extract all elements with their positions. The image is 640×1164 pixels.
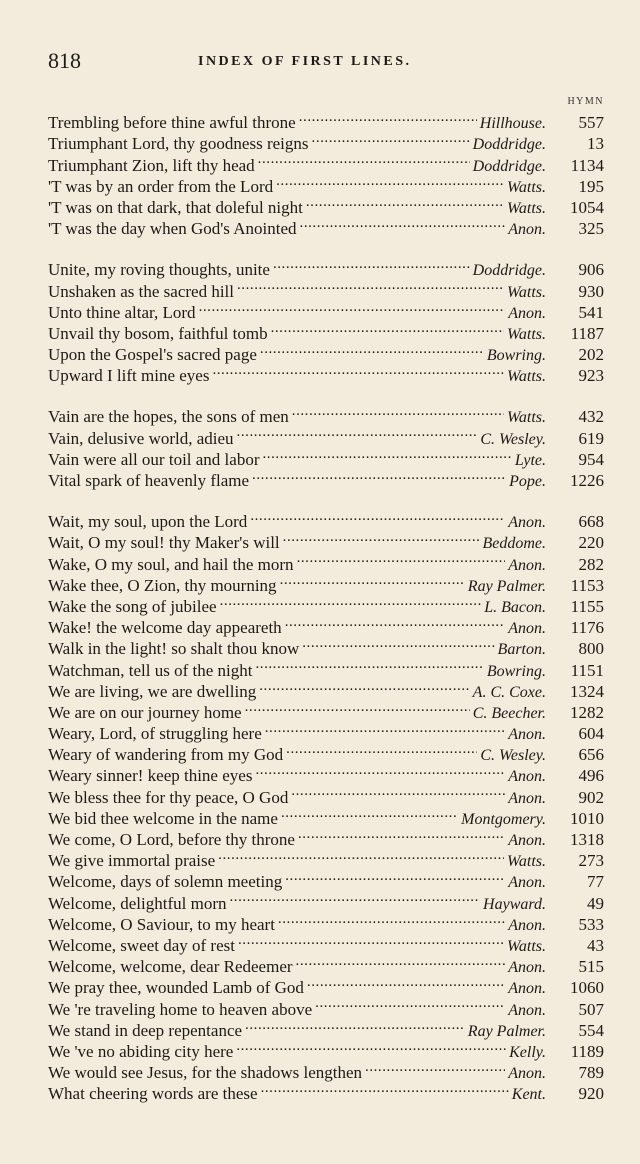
- author-name: Watts.: [507, 325, 546, 343]
- hymn-number: 1324: [570, 681, 604, 701]
- first-line-text: Trembling before thine awful throne: [48, 113, 296, 133]
- hymn-number: 1318: [570, 830, 604, 849]
- first-line-text: Welcome, welcome, dear Redeemer: [48, 957, 293, 977]
- dot-leader: [250, 506, 505, 527]
- first-line-text: Welcome, sweet day of rest: [48, 935, 235, 955]
- author-name: Bowring.: [486, 662, 546, 680]
- hymn-number: 1010: [570, 808, 604, 828]
- first-line-text: Weary, Lord, of struggling here: [48, 724, 262, 744]
- first-line-text: Wake! the welcome day appeareth: [48, 618, 282, 638]
- dot-leader: [297, 548, 506, 569]
- hymn-number: 554: [578, 1020, 604, 1040]
- first-line-text: Vain, delusive world, adieu: [48, 428, 234, 448]
- author-name: Anon.: [508, 916, 546, 934]
- dot-leader: [299, 107, 477, 128]
- index-entry: [48, 506, 604, 532]
- dot-leader: [307, 972, 505, 993]
- first-line-text: Upward I lift mine eyes: [48, 366, 210, 386]
- author-name: Barton.: [497, 641, 546, 659]
- dot-leader: [199, 297, 506, 318]
- hymn-number: 49: [587, 893, 604, 913]
- index-group: [48, 254, 604, 386]
- author-name: Anon.: [508, 980, 546, 998]
- hymn-number: 507: [578, 999, 604, 1019]
- index-group: [48, 506, 604, 1104]
- hymn-number: 77: [587, 872, 604, 892]
- author-name: Montgomery.: [461, 810, 546, 828]
- index-entry: [48, 401, 604, 427]
- dot-leader: [236, 1036, 506, 1057]
- first-line-text: Walk in the light! so shalt thou know: [48, 639, 300, 659]
- hymn-number: 43: [587, 935, 604, 955]
- author-name: Anon.: [508, 514, 546, 532]
- author-name: Lyte.: [514, 451, 546, 469]
- hymn-number: 930: [578, 281, 604, 301]
- hymn-number: 195: [578, 176, 604, 196]
- index-entry: [48, 107, 604, 133]
- dot-leader: [285, 866, 505, 887]
- first-line-text: Wait, O my soul! thy Maker's will: [48, 533, 280, 553]
- dot-leader: [255, 654, 483, 675]
- dot-leader: [283, 527, 480, 548]
- hymn-number: 619: [578, 428, 604, 448]
- hymn-number: 604: [578, 724, 604, 744]
- dot-leader: [212, 360, 504, 381]
- author-name: Anon.: [508, 832, 546, 849]
- author-name: C. Wesley.: [480, 747, 546, 765]
- dot-leader: [230, 887, 481, 908]
- author-name: Watts.: [507, 199, 546, 217]
- dot-leader: [312, 128, 470, 149]
- first-line-text: Weary of wandering from my God: [48, 745, 284, 765]
- hymn-number: 202: [578, 345, 604, 365]
- hymn-number: 1176: [570, 618, 604, 638]
- hymn-number: 496: [578, 766, 604, 786]
- author-name: Watts.: [507, 178, 546, 196]
- first-line-text: Wake, O my soul, and hail the morn: [48, 554, 294, 574]
- dot-leader: [292, 401, 504, 422]
- first-line-text: We stand in deep repentance: [48, 1020, 243, 1040]
- index-list: [48, 107, 604, 1119]
- hymn-number: 923: [578, 366, 604, 386]
- first-line-text: We would see Jesus, for the shadows lengthen: [48, 1063, 363, 1083]
- dot-leader: [260, 339, 484, 360]
- first-line-text: We are living, we are dwelling: [48, 681, 257, 701]
- hymn-number: 1187: [570, 323, 604, 343]
- hymn-number: 906: [578, 260, 604, 280]
- author-name: Anon.: [508, 874, 546, 892]
- dot-leader: [255, 760, 505, 781]
- hymn-number: 902: [578, 787, 604, 807]
- dot-leader: [278, 909, 505, 930]
- hymn-number: 325: [578, 219, 604, 239]
- first-line-text: We bid thee welcome in the name: [48, 808, 278, 828]
- hymn-number: 533: [578, 914, 604, 934]
- first-line-text: Vital spark of heavenly flame: [48, 471, 250, 490]
- hymn-number: 789: [578, 1063, 604, 1083]
- author-name: Ray Palmer.: [467, 577, 546, 595]
- author-name: Pope.: [509, 473, 546, 490]
- dot-leader: [220, 591, 482, 612]
- dot-leader: [265, 718, 505, 739]
- author-name: Beddome.: [482, 535, 546, 553]
- author-name: Kelly.: [509, 1043, 546, 1061]
- first-line-text: We bless thee for thy peace, O God: [48, 787, 289, 807]
- hymn-number: 1153: [570, 575, 604, 595]
- author-name: Anon.: [508, 1001, 546, 1019]
- author-name: Watts.: [507, 409, 546, 427]
- first-line-text: What cheering words are these: [48, 1084, 258, 1104]
- hymn-number: 668: [578, 512, 604, 532]
- hymn-number: 557: [578, 113, 604, 133]
- dot-leader: [291, 781, 505, 802]
- first-line-text: We come, O Lord, before thy throne: [48, 830, 295, 849]
- page-number: 818: [48, 48, 81, 73]
- hymn-number: 1060: [570, 978, 604, 998]
- dot-leader: [271, 318, 504, 339]
- dot-leader: [276, 171, 504, 192]
- hymn-number: 1134: [570, 155, 604, 175]
- first-line-text: We 've no abiding city here: [48, 1041, 234, 1061]
- dot-leader: [280, 570, 465, 591]
- first-line-text: 'T was by an order from the Lord: [48, 176, 274, 196]
- first-line-text: 'T was the day when God's Anointed: [48, 219, 297, 239]
- dot-leader: [252, 465, 506, 486]
- hymn-column-label: HYMN: [567, 96, 604, 107]
- hymn-number: 1282: [570, 702, 604, 722]
- dot-leader: [263, 444, 512, 465]
- first-line-text: Upon the Gospel's sacred page: [48, 345, 257, 365]
- author-name: Anon.: [508, 304, 546, 322]
- author-name: Watts.: [507, 853, 546, 871]
- dot-leader: [218, 845, 504, 866]
- first-line-text: Watchman, tell us of the night: [48, 660, 253, 680]
- hymn-number: 273: [578, 851, 604, 871]
- author-name: Anon.: [508, 221, 546, 239]
- author-name: Anon.: [508, 789, 546, 807]
- page-header: [48, 48, 608, 78]
- first-line-text: Vain were all our toil and labor: [48, 449, 260, 469]
- dot-leader: [245, 1015, 465, 1036]
- author-name: C. Beecher.: [472, 704, 546, 722]
- first-line-text: Unshaken as the sacred hill: [48, 281, 234, 301]
- first-line-text: Triumphant Lord, thy goodness reigns: [48, 134, 309, 154]
- dot-leader: [238, 930, 504, 951]
- dot-leader: [296, 951, 506, 972]
- author-name: Hayward.: [483, 895, 546, 913]
- hymn-number: 1151: [570, 660, 604, 680]
- first-line-text: Welcome, days of solemn meeting: [48, 872, 283, 892]
- dot-leader: [306, 192, 504, 213]
- first-line-text: Welcome, delightful morn: [48, 893, 227, 913]
- hymn-number: 220: [578, 533, 604, 553]
- author-name: Anon.: [508, 556, 546, 574]
- hymn-number: 13: [587, 134, 604, 154]
- dot-leader: [285, 612, 506, 633]
- first-line-text: Vain are the hopes, the sons of men: [48, 407, 289, 427]
- dot-leader: [259, 676, 469, 697]
- author-name: L. Bacon.: [484, 598, 546, 616]
- author-name: Anon.: [508, 768, 546, 786]
- author-name: Watts.: [507, 368, 546, 386]
- hymn-number: 954: [578, 449, 604, 469]
- index-entry: [48, 254, 604, 280]
- author-name: Doddridge.: [472, 262, 546, 280]
- dot-leader: [298, 824, 505, 845]
- dot-leader: [258, 149, 470, 170]
- hymn-number: 1226: [570, 471, 604, 490]
- first-line-text: Triumphant Zion, lift thy head: [48, 155, 255, 175]
- author-name: Hillhouse.: [479, 115, 546, 133]
- index-group: [48, 107, 604, 239]
- dot-leader: [286, 739, 477, 760]
- author-name: Kent.: [511, 1086, 546, 1104]
- first-line-text: Wake thee, O Zion, thy mourning: [48, 575, 277, 595]
- index-group: [48, 401, 604, 490]
- dot-leader: [300, 213, 506, 234]
- dot-leader: [261, 1078, 509, 1099]
- first-line-text: Unvail thy bosom, faithful tomb: [48, 323, 268, 343]
- hymn-number: 541: [578, 302, 604, 322]
- first-line-text: Wake the song of jubilee: [48, 596, 217, 616]
- hymn-number: 432: [578, 407, 604, 427]
- author-name: Ray Palmer.: [467, 1022, 546, 1040]
- first-line-text: 'T was on that dark, that doleful night: [48, 197, 303, 217]
- first-line-text: We are on our journey home: [48, 702, 242, 722]
- hymn-number: 920: [578, 1084, 604, 1104]
- first-line-text: Weary sinner! keep thine eyes: [48, 766, 253, 786]
- running-head: INDEX OF FIRST LINES.: [198, 54, 412, 69]
- first-line-text: Wait, my soul, upon the Lord: [48, 512, 248, 532]
- first-line-text: Welcome, O Saviour, to my heart: [48, 914, 275, 934]
- hymn-number: 656: [578, 745, 604, 765]
- dot-leader: [237, 422, 478, 443]
- author-name: Anon.: [508, 620, 546, 638]
- first-line-text: Unto thine altar, Lord: [48, 302, 196, 322]
- author-name: Anon.: [508, 726, 546, 744]
- hymn-number: 1155: [570, 596, 604, 616]
- author-name: Bowring.: [486, 347, 546, 365]
- author-name: C. Wesley.: [480, 430, 546, 448]
- dot-leader: [281, 803, 458, 824]
- hymn-number: 282: [578, 554, 604, 574]
- author-name: Watts.: [507, 283, 546, 301]
- hymn-number: 1054: [570, 197, 604, 217]
- dot-leader: [273, 254, 470, 275]
- author-name: A. C. Coxe.: [472, 683, 546, 701]
- hymn-number: 800: [578, 639, 604, 659]
- dot-leader: [237, 275, 504, 296]
- dot-leader: [365, 1057, 505, 1078]
- dot-leader: [302, 633, 494, 654]
- dot-leader: [315, 993, 505, 1014]
- first-line-text: We give immortal praise: [48, 851, 216, 871]
- author-name: Watts.: [507, 937, 546, 955]
- author-name: Anon.: [508, 959, 546, 977]
- dot-leader: [245, 697, 470, 718]
- author-name: Doddridge.: [472, 157, 546, 175]
- hymn-number: 1189: [570, 1041, 604, 1061]
- first-line-text: Unite, my roving thoughts, unite: [48, 260, 270, 280]
- author-name: Anon.: [508, 1065, 546, 1083]
- hymn-number: 515: [578, 957, 604, 977]
- author-name: Doddridge.: [472, 136, 546, 154]
- first-line-text: We 're traveling home to heaven above: [48, 999, 313, 1019]
- first-line-text: We pray thee, wounded Lamb of God: [48, 978, 304, 998]
